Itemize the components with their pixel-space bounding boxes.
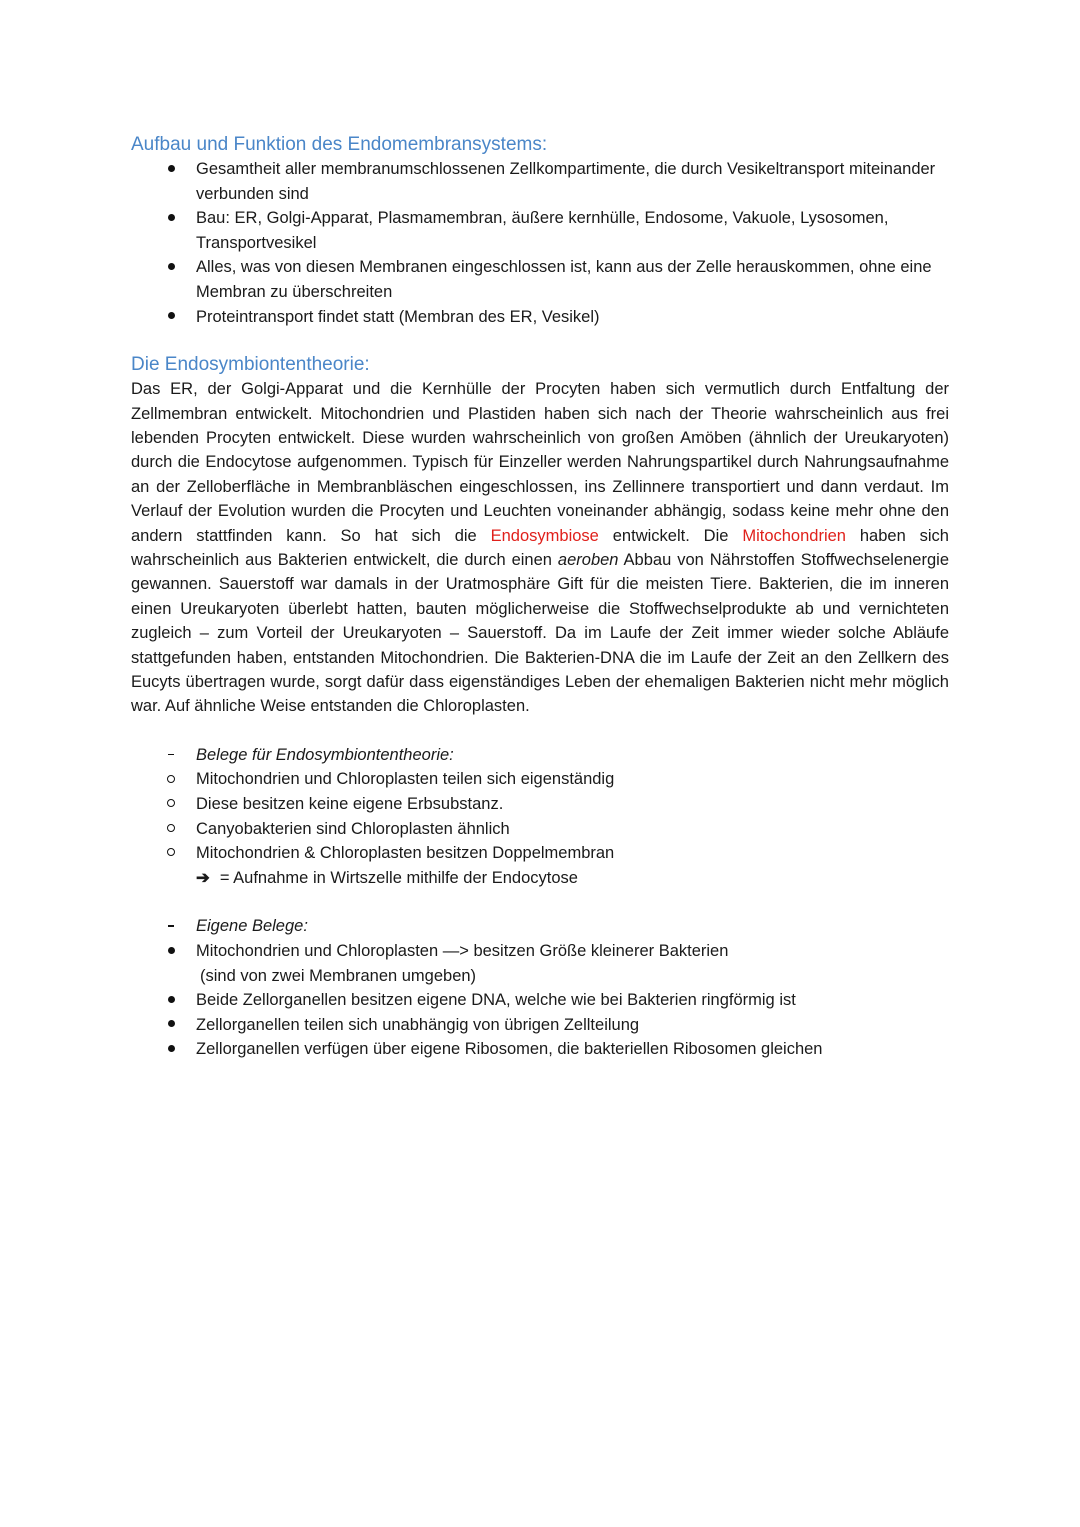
list-item: Beide Zellorganellen besitzen eigene DNA, welche wie bei Bakterien ringförmig ist	[131, 988, 949, 1013]
eigene-heading: Eigene Belege:	[131, 914, 949, 939]
conclusion-line: ➔ = Aufnahme in Wirtszelle mithilfe der Endocytose	[196, 868, 578, 887]
heading-endosymbiontentheorie: Die Endosymbiontentheorie:	[131, 354, 370, 376]
bullet-icon	[165, 1013, 177, 1038]
bullet-icon	[165, 305, 177, 330]
bullet-icon	[165, 1037, 177, 1062]
list-item: Proteintransport findet statt (Membran des ER, Vesikel)	[131, 305, 949, 330]
bullet-icon	[165, 206, 177, 231]
circle-bullet-icon	[165, 767, 177, 792]
dash-icon	[165, 743, 177, 768]
circle-bullet-icon	[165, 841, 177, 866]
arrow-right-icon: ➔	[196, 868, 210, 887]
list-item: Mitochondrien und Chloroplasten —> besitzen Größe kleinerer Bakterien (sind von zwei Membranen umgeben)	[131, 939, 949, 988]
heading-endomembransystem: Aufbau und Funktion des Endomembransystems:	[131, 134, 548, 155]
list-item: Canyobakterien sind Chloroplasten ähnlich	[131, 817, 949, 842]
bullet-icon	[165, 255, 177, 280]
list-item: Alles, was von diesen Membranen eingeschlossen ist, kann aus der Zelle herauskommen, ohne eine Membran zu überschreiten	[131, 255, 949, 304]
list-item: Zellorganellen verfügen über eigene Ribosomen, die bakteriellen Ribosomen gleichen	[131, 1037, 949, 1062]
theory-paragraph: Das ER, der Golgi-Apparat und die Kernhülle der Procyten haben sich vermutlich durch Entfaltung der Zellmembran entwickelt. Mitochondrien und Plastiden haben sich nach der Theorie wahrscheinlich aus frei lebenden Procyten entwickelt. Diese wurden wahrscheinlich von großen Amöben (ähnlich der Ureukaryoten) durch die Endocytose aufgenommen. Typisch für Einzeller werden Nahrungspartikel durch Nahrungsaufnahme an der Zelloberfläche in Membranbläschen eingeschlossen, ins Zellinnere transportiert und dann verdaut. Im Verlauf der Evolution wurden die Procyten und Leuchten voneinander abhängig, sodass keine mehr ohne den andern stattfinden kann. So hat sich die Endosymbiose entwickelt. Die Mitochondrien haben sich wahrscheinlich aus Bakterien entwickelt, die durch einen aeroben Abbau von Nährstoffen Stoffwechselenergie gewannen. Sauerstoff war damals in der Uratmosphäre Gift für die meisten Tiere. Bakterien, die im inneren einen Ureukaryoten überlebt hatten, bauten möglicherweise die Stoffwechselprodukte ab und vernichteten zugleich – zum Vorteil der Ureukaryoten – Sauerstoff. Da im Laufe der Zeit immer wieder solche Abläufe stattgefunden haben, entstanden Mitochondrien. Die Bakterien-DNA die im Laufe der Zeit an den Zellkern des Eucyts übertragen wurde, sorgt dafür dass eigenständiges Leben der ehemaligen Bakterien nicht mehr möglich war. Auf ähnliche Weise entstanden die Chloroplasten.	[131, 380, 950, 716]
endomembran-list	[131, 157, 949, 329]
bullet-icon	[165, 157, 177, 182]
circle-bullet-icon	[165, 792, 177, 817]
document-page	[131, 133, 949, 1062]
list-item: Bau: ER, Golgi-Apparat, Plasmamembran, äußere kernhülle, Endosome, Vakuole, Lysosomen, Transportvesikel	[131, 206, 949, 255]
bullet-icon	[165, 939, 177, 964]
list-item: Diese besitzen keine eigene Erbsubstanz.	[131, 792, 949, 817]
italic-term: aeroben	[557, 551, 619, 569]
circle-bullet-icon	[165, 817, 177, 842]
belege-heading: Belege für Endosymbiontentheorie:	[131, 743, 949, 768]
list-item: Gesamtheit aller membranumschlossenen Zellkompartimente, die durch Vesikeltransport miteinander verbunden sind	[131, 157, 949, 206]
eigene-belege-list	[131, 914, 949, 1062]
list-item: Mitochondrien und Chloroplasten teilen sich eigenständig	[131, 767, 949, 792]
dash-icon	[165, 914, 177, 939]
list-item: Mitochondrien & Chloroplasten besitzen Doppelmembran	[131, 841, 949, 866]
bullet-icon	[165, 988, 177, 1013]
highlight-mitochondrien: Mitochondrien	[742, 526, 846, 545]
belege-list	[131, 743, 949, 866]
highlight-endosymbiose: Endosymbiose	[490, 526, 599, 545]
list-item: Zellorganellen teilen sich unabhängig von übrigen Zellteilung	[131, 1013, 949, 1038]
